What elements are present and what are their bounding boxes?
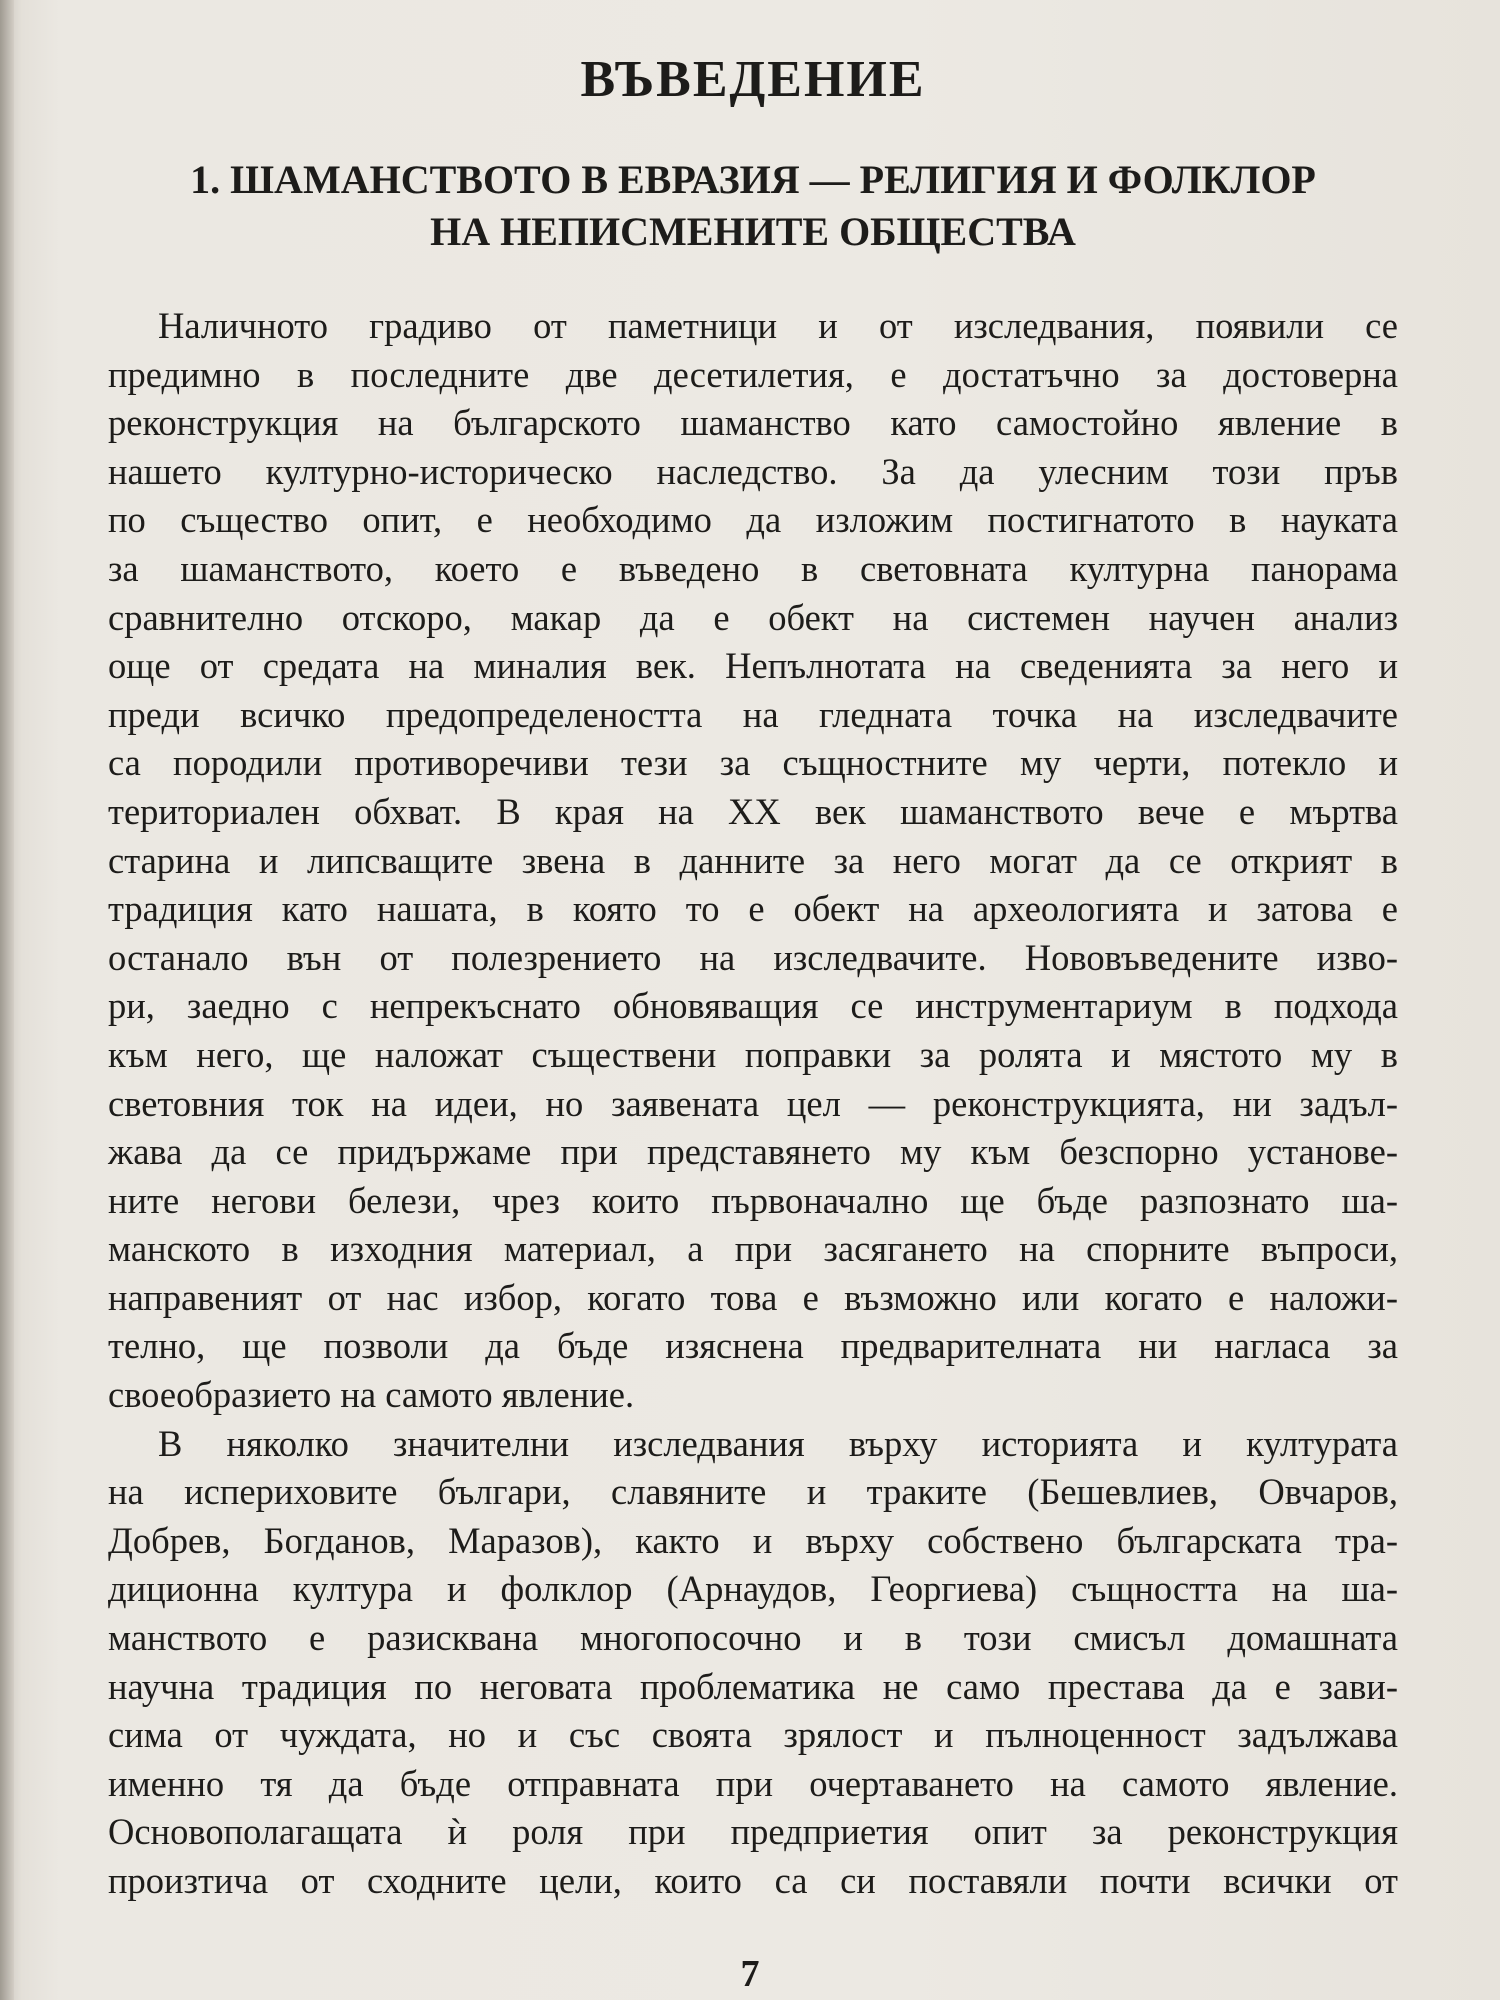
paragraph-2 [108, 1420, 1398, 1906]
text-line: манството е разисквана многопосочно и в този смисъл домашната [108, 1617, 1398, 1659]
text-line: жава да се придържаме при представянето му към безспорно установе- [108, 1131, 1398, 1173]
section-title-line-2: НА НЕПИСМЕНИТЕ ОБЩЕСТВА [430, 209, 1076, 254]
text-line: диционна култура и фолклор (Арнаудов, Георгиева) същността на ша- [108, 1568, 1398, 1610]
text-line: именно тя да бъде отправната при очертаването на самото явление. [108, 1762, 1398, 1804]
text-line: на испериховите българи, славяните и траките (Бешевлиев, Овчаров, [108, 1471, 1398, 1513]
text-line: ри, заедно с непрекъснато обновяващия се инструментариум в подхода [108, 985, 1398, 1027]
text-line: предимно в последните две десетилетия, е достатъчно за достоверна [108, 353, 1398, 395]
text-line: към него, ще наложат съществени поправки за ролята и мястото му в [108, 1033, 1398, 1075]
text-line: нашето културно-историческо наследство. За да улесним този пръв [108, 450, 1398, 492]
page-content [108, 48, 1398, 1906]
text-line: ните негови белези, чрез които първоначално ще бъде разпознато ша- [108, 1179, 1398, 1221]
text-line: Наличното градиво от паметници и от изследвания, появили се [158, 305, 1398, 346]
text-line: сравнително отскоро, макар да е обект на системен научен анализ [108, 596, 1398, 638]
text-line: В няколко значителни изследвания върху историята и културата [158, 1422, 1398, 1464]
text-line: още от средата на миналия век. Непълнотата на сведенията за него и [108, 645, 1398, 687]
text-line: Основополагащата ѝ роля при предприетия опит за реконструкция [108, 1811, 1398, 1853]
text-line: направеният от нас избор, когато това е възможно или когато е наложи- [108, 1276, 1398, 1318]
text-line: останало вън от полезрението на изследвачите. Нововъведените изво- [108, 936, 1398, 978]
text-line: манското в изходния материал, а при засягането на спорните въпроси, [108, 1228, 1398, 1270]
text-line: старина и липсващите звена в данните за него могат да се открият в [108, 839, 1398, 881]
text-line: реконструкция на българското шаманство като самостойно явление в [108, 402, 1398, 444]
text-line: световния ток на идеи, но заявената цел — реконструкцията, ни задъл- [108, 1082, 1398, 1124]
text-line: научна традиция по неговата проблематика не само престава да е зави- [108, 1665, 1398, 1707]
book-gutter [0, 0, 14, 2000]
section-title-line-1: 1. ШАМАНСТВОТО В ЕВРАЗИЯ — РЕЛИГИЯ И ФОЛКЛОР [190, 157, 1316, 202]
text-line: своеобразието на самото явление. [108, 1374, 635, 1416]
text-line: Добрев, Богданов, Маразов), както и върху собствено българската тра- [108, 1519, 1398, 1561]
text-line: сима от чуждата, но и със своята зрялост и пълноценност задължава [108, 1714, 1398, 1756]
text-line: произтича от сходните цели, които са си поставяли почти всички от [108, 1860, 1398, 1901]
page-number: 7 [740, 1953, 760, 1995]
text-line: традиция като нашата, в която то е обект на археологията и затова е [108, 888, 1398, 930]
text-line: за шаманството, което е въведено в световната културна панорама [108, 547, 1398, 589]
chapter-title: ВЪВЕДЕНИЕ [580, 51, 926, 108]
text-line: телно, ще позволи да бъде изяснена предварителната ни нагласа за [108, 1325, 1398, 1367]
text-line: по същество опит, е необходимо да изложим постигнатото в науката [108, 499, 1398, 541]
text-line: преди всичко предопределеността на гледната точка на изследвачите [108, 693, 1398, 735]
section-title [108, 154, 1398, 258]
paragraph-1 [108, 302, 1398, 1420]
text-line: са породили противоречиви тези за същностните му черти, потекло и [108, 742, 1398, 784]
text-line: териториален обхват. В края на XX век шаманството вече е мъртва [108, 790, 1398, 832]
